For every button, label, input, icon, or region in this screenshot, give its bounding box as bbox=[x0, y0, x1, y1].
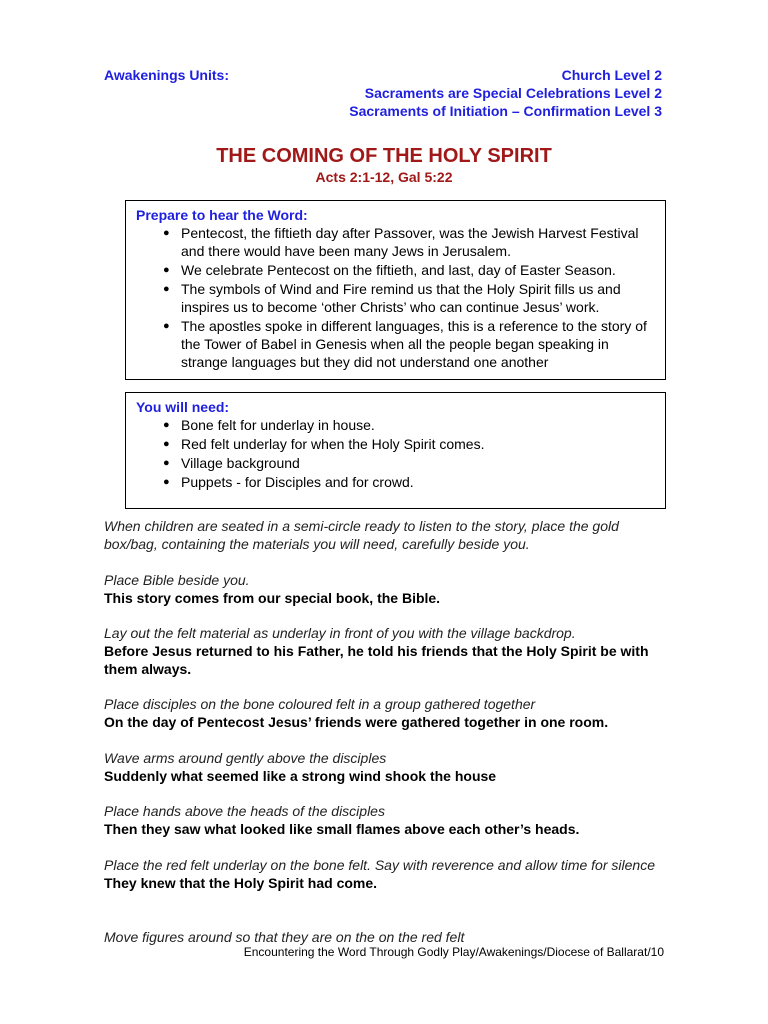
sacraments-level: Sacraments are Special Celebrations Level 2 bbox=[364, 85, 662, 101]
need-heading: You will need: bbox=[136, 399, 230, 415]
need-list bbox=[136, 416, 657, 491]
list-item: ● Puppets - for Disciples and for crowd. bbox=[163, 474, 414, 490]
church-level: Church Level 2 bbox=[561, 67, 662, 83]
bullet-icon: ● bbox=[163, 476, 170, 488]
units-label: Awakenings Units: bbox=[104, 67, 229, 83]
step-1-script: This story comes from our special book, the Bible. bbox=[104, 590, 441, 606]
list-item: ● Bone felt for underlay in house. bbox=[163, 417, 375, 433]
step-4-instruction: Wave arms around gently above the disciples bbox=[104, 750, 387, 766]
step-5-script: Then they saw what looked like small flames above each other’s heads. bbox=[104, 821, 580, 837]
confirmation-level: Sacraments of Initiation – Confirmation Level 3 bbox=[349, 103, 662, 119]
prepare-heading: Prepare to hear the Word: bbox=[136, 207, 308, 223]
bullet-icon: ● bbox=[163, 457, 170, 469]
step-1 bbox=[104, 571, 674, 607]
step-6 bbox=[104, 856, 674, 892]
step-1-instruction: Place Bible beside you. bbox=[104, 572, 250, 588]
step-3-script: On the day of Pentecost Jesus’ friends were gathered together in one room. bbox=[104, 714, 609, 730]
header bbox=[104, 66, 662, 120]
intro-paragraph bbox=[104, 517, 674, 553]
list-item: ● We celebrate Pentecost on the fiftieth, and last, day of Easter Season. bbox=[163, 262, 616, 278]
header-row-1 bbox=[104, 66, 662, 84]
bullet-icon: ● bbox=[163, 438, 170, 450]
bullet-icon: ● bbox=[163, 419, 170, 431]
step-3-instruction: Place disciples on the bone coloured felt in a group gathered together bbox=[104, 696, 536, 712]
prepare-box bbox=[125, 200, 666, 380]
scripture-reference: Acts 2:1-12, Gal 5:22 bbox=[315, 169, 453, 185]
header-row-2 bbox=[104, 84, 662, 102]
step-3 bbox=[104, 695, 674, 731]
bullet-icon: ● bbox=[163, 264, 170, 276]
list-item: ● The apostles spoke in different languages, this is a reference to the story of the Tower of Babel in Genesis when all the people began speaking in strange languages but they did not understand one another bbox=[163, 318, 647, 370]
step-5 bbox=[104, 802, 674, 838]
list-item: ● Red felt underlay for when the Holy Spirit comes. bbox=[163, 436, 485, 452]
step-5-instruction: Place hands above the heads of the disciples bbox=[104, 803, 385, 819]
step-6-instruction: Place the red felt underlay on the bone felt. Say with reverence and allow time for silence bbox=[104, 857, 655, 873]
step-2-script: Before Jesus returned to his Father, he told his friends that the Holy Spirit be with them always. bbox=[104, 643, 649, 677]
bullet-icon: ● bbox=[163, 283, 170, 295]
step-2 bbox=[104, 624, 674, 678]
step-7 bbox=[104, 928, 674, 946]
bullet-icon: ● bbox=[163, 320, 170, 332]
step-6-script: They knew that the Holy Spirit had come. bbox=[104, 875, 378, 891]
header-row-3 bbox=[104, 102, 662, 120]
page-footer: Encountering the Word Through Godly Play/Awakenings/Diocese of Ballarat/10 bbox=[243, 945, 664, 959]
list-item: ● The symbols of Wind and Fire remind us that the Holy Spirit fills us and inspires us to become ‘other Christs’ who can continue Jesus’ work. bbox=[163, 281, 621, 315]
list-item: ● Village background bbox=[163, 455, 300, 471]
step-2-instruction: Lay out the felt material as underlay in front of you with the village backdrop. bbox=[104, 625, 576, 641]
list-item: ● Pentecost, the fiftieth day after Passover, was the Jewish Harvest Festival and there would have been many Jews in Jerusalem. bbox=[163, 225, 639, 259]
page-title: THE COMING OF THE HOLY SPIRIT bbox=[216, 145, 552, 167]
prepare-list bbox=[136, 224, 657, 371]
need-box bbox=[125, 392, 666, 509]
step-4-script: Suddenly what seemed like a strong wind shook the house bbox=[104, 768, 497, 784]
step-7-instruction: Move figures around so that they are on the on the red felt bbox=[104, 929, 465, 945]
step-4 bbox=[104, 749, 674, 785]
bullet-icon: ● bbox=[163, 227, 170, 239]
intro-instruction: When children are seated in a semi-circle ready to listen to the story, place the gold box/bag, containing the materials you will need, carefully beside you. bbox=[104, 518, 619, 552]
